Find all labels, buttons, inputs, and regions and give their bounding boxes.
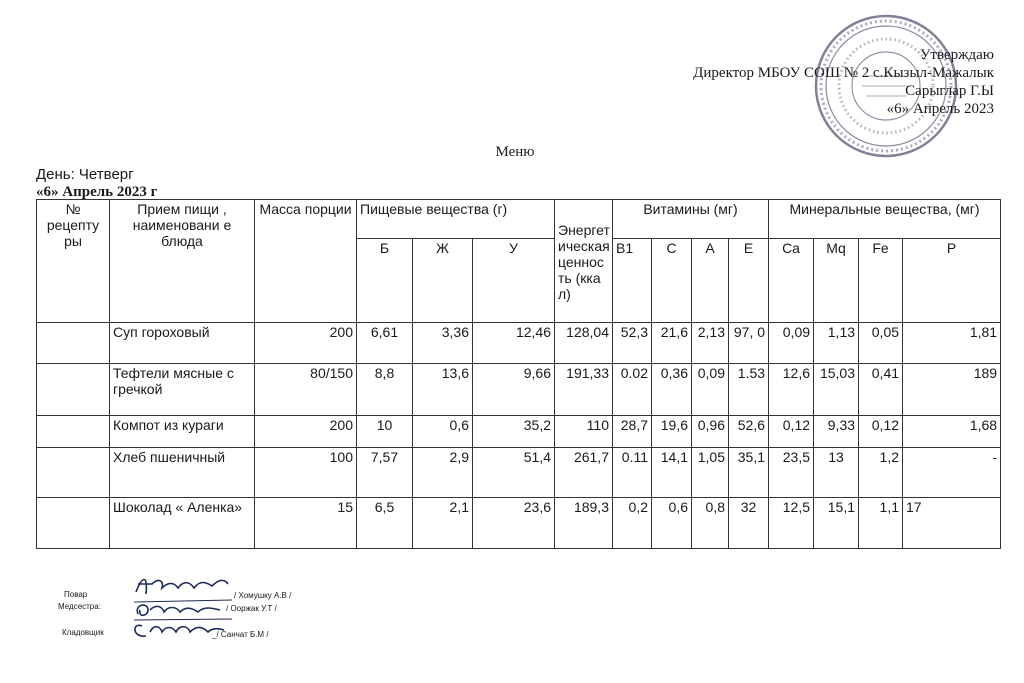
energy-cell: 189,3 [555, 498, 613, 549]
mineral-p-cell: - [903, 448, 1001, 498]
vitamin-b1-cell: 0,2 [613, 498, 652, 549]
fat-cell: 0,6 [413, 416, 473, 448]
header-energy: Энергет ическая ценнос ть (кка л) [555, 200, 613, 323]
recipe-no-cell [37, 416, 110, 448]
vitamin-a-cell: 1,05 [692, 448, 729, 498]
mineral-fe-cell: 0,41 [859, 364, 903, 416]
header-recipe-no: № рецепту ры [37, 200, 110, 323]
vitamin-a-cell: 0,96 [692, 416, 729, 448]
vitamin-c-cell: 21,6 [652, 323, 692, 364]
table-row [37, 416, 1001, 448]
header-u: У [473, 239, 555, 323]
vitamin-c-cell: 19,6 [652, 416, 692, 448]
mineral-mq-cell: 13 [814, 448, 859, 498]
header-meal: Прием пищи , наименовани е блюда [110, 200, 255, 323]
fat-cell: 2,9 [413, 448, 473, 498]
header-nutrients: Пищевые вещества (г) [357, 200, 555, 239]
energy-cell: 191,33 [555, 364, 613, 416]
fat-cell: 2,1 [413, 498, 473, 549]
nurse-label: Медсестра: [58, 602, 101, 611]
portion-cell: 15 [255, 498, 357, 549]
recipe-no-cell [37, 364, 110, 416]
mineral-fe-cell: 1,1 [859, 498, 903, 549]
carb-cell: 35,2 [473, 416, 555, 448]
approval-name: Сарыглар Г.Ы [905, 83, 994, 99]
header-ca: Ca [769, 239, 814, 323]
mineral-ca-cell: 12,6 [769, 364, 814, 416]
approval-title: Утверждаю [919, 47, 994, 63]
header-vitamins: Витамины (мг) [613, 200, 769, 239]
header-mq: Mq [814, 239, 859, 323]
header-b: Б [357, 239, 413, 323]
portion-cell: 200 [255, 323, 357, 364]
header-p: P [903, 239, 1001, 323]
vitamin-c-cell: 14,1 [652, 448, 692, 498]
energy-cell: 128,04 [555, 323, 613, 364]
energy-cell: 261,7 [555, 448, 613, 498]
vitamin-b1-cell: 52,3 [613, 323, 652, 364]
mineral-ca-cell: 12,5 [769, 498, 814, 549]
page-title: Меню [495, 144, 535, 160]
recipe-no-cell [37, 323, 110, 364]
nurse-name: / Ооржак У.Т / [226, 604, 277, 613]
portion-cell: 200 [255, 416, 357, 448]
cook-name: / Хомушку А.В / [234, 591, 292, 600]
dish-name: Хлеб пшеничный [110, 448, 255, 498]
vitamin-a-cell: 0,09 [692, 364, 729, 416]
table-row [37, 323, 1001, 364]
carb-cell: 12,46 [473, 323, 555, 364]
vitamin-a-cell: 2,13 [692, 323, 729, 364]
mineral-ca-cell: 0,12 [769, 416, 814, 448]
vitamin-e-cell: 1.53 [729, 364, 769, 416]
header-minerals: Минеральные вещества, (мг) [769, 200, 1001, 239]
date-label: «6» Апрель 2023 г [36, 184, 158, 200]
mineral-p-cell: 1,68 [903, 416, 1001, 448]
day-label: День: Четверг [36, 166, 134, 183]
mineral-ca-cell: 0,09 [769, 323, 814, 364]
mineral-p-cell: 17 [903, 498, 1001, 549]
dish-name: Тефтели мясные с гречкой [110, 364, 255, 416]
mineral-p-cell: 189 [903, 364, 1001, 416]
vitamin-e-cell: 52,6 [729, 416, 769, 448]
fat-cell: 13,6 [413, 364, 473, 416]
dish-name: Компот из кураги [110, 416, 255, 448]
carb-cell: 23,6 [473, 498, 555, 549]
header-fe: Fe [859, 239, 903, 323]
portion-cell: 100 [255, 448, 357, 498]
mineral-mq-cell: 9,33 [814, 416, 859, 448]
table-row [37, 498, 1001, 549]
storekeeper-label: Кладовщик [62, 628, 104, 637]
recipe-no-cell [37, 498, 110, 549]
mineral-ca-cell: 23,5 [769, 448, 814, 498]
approval-date: «6» Апрель 2023 [886, 101, 994, 117]
recipe-no-cell [37, 448, 110, 498]
vitamin-c-cell: 0,6 [652, 498, 692, 549]
header-b1: B1 [613, 239, 652, 323]
dish-name: Суп гороховый [110, 323, 255, 364]
approval-director: Директор МБОУ СОШ № 2 с.Кызыл-Мажалык [693, 65, 994, 81]
vitamin-e-cell: 97, 0 [729, 323, 769, 364]
approval-block [693, 46, 994, 118]
header-portion: Масса порции [255, 200, 357, 323]
table-row [37, 364, 1001, 416]
cook-label: Повар [64, 590, 88, 599]
menu-table [36, 199, 1001, 549]
vitamin-b1-cell: 28,7 [613, 416, 652, 448]
mineral-mq-cell: 1,13 [814, 323, 859, 364]
protein-cell: 7,57 [357, 448, 413, 498]
header-e: E [729, 239, 769, 323]
vitamin-b1-cell: 0.11 [613, 448, 652, 498]
mineral-mq-cell: 15,1 [814, 498, 859, 549]
energy-cell: 110 [555, 416, 613, 448]
vitamin-e-cell: 32 [729, 498, 769, 549]
protein-cell: 8,8 [357, 364, 413, 416]
header-a: A [692, 239, 729, 323]
mineral-fe-cell: 0,12 [859, 416, 903, 448]
vitamin-c-cell: 0,36 [652, 364, 692, 416]
carb-cell: 51,4 [473, 448, 555, 498]
protein-cell: 10 [357, 416, 413, 448]
mineral-fe-cell: 1,2 [859, 448, 903, 498]
vitamin-b1-cell: 0.02 [613, 364, 652, 416]
header-c: C [652, 239, 692, 323]
protein-cell: 6,5 [357, 498, 413, 549]
fat-cell: 3,36 [413, 323, 473, 364]
portion-cell: 80/150 [255, 364, 357, 416]
header-zh: Ж [413, 239, 473, 323]
mineral-mq-cell: 15,03 [814, 364, 859, 416]
mineral-fe-cell: 0,05 [859, 323, 903, 364]
storekeeper-name: _/ Санчат Б.М / [212, 630, 269, 639]
header-row-1 [37, 200, 1001, 239]
vitamin-e-cell: 35,1 [729, 448, 769, 498]
vitamin-a-cell: 0,8 [692, 498, 729, 549]
protein-cell: 6,61 [357, 323, 413, 364]
mineral-p-cell: 1,81 [903, 323, 1001, 364]
carb-cell: 9,66 [473, 364, 555, 416]
dish-name: Шоколад « Аленка» [110, 498, 255, 549]
table-row [37, 448, 1001, 498]
